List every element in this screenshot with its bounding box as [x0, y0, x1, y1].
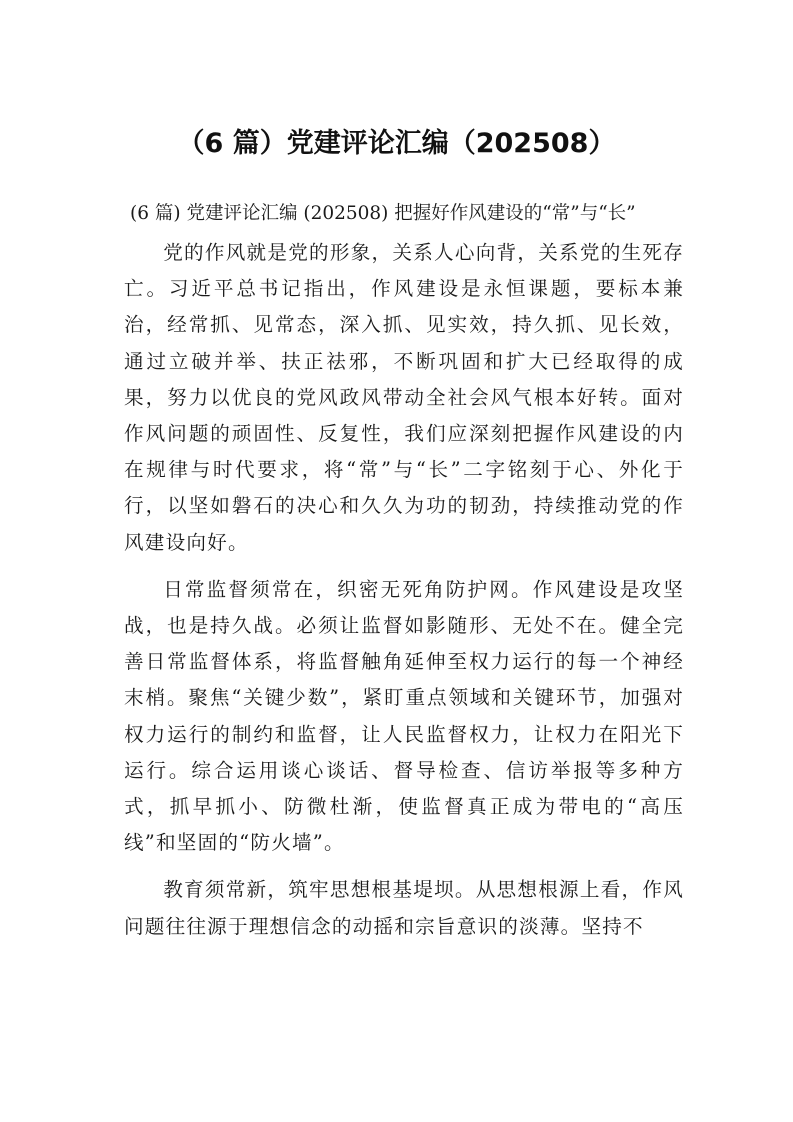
document-title: （6 篇）党建评论汇编（202508） — [177, 128, 616, 159]
document-subtitle: (6 篇) 党建评论汇编 (202508) 把握好作风建设的“常”与“长” — [130, 203, 636, 224]
paragraph: 教育须常新，筑牢思想根基堤坝。从思想根源上看，作风问题往往源于理想信念的动摇和宗旨意识的淡薄。坚持不 — [124, 878, 684, 938]
document-body — [124, 199, 684, 945]
paragraph: 日常监督须常在，织密无死角防护网。作风建设是攻坚战，也是持久战。必须让监督如影随形、无处不在。健全完善日常监督体系，将监督触角延伸至权力运行的每一个神经末梢。聚焦“关键少数”，紧盯重点领域和关键环节，加强对权力运行的制约和监督，让人民监督权力，让权力在阳光下运行。综合运用谈心谈话、督导检查、信访举报等多种方式，抓早抓小、防微杜渐，使监督真正成为带电的“高压线”和坚固的“防火墙”。 — [124, 577, 684, 855]
paragraph: 党的作风就是党的形象，关系人心向背，关系党的生死存亡。习近平总书记指出，作风建设是永恒课题，要标本兼治，经常抓、见常态，深入抓、见实效，持久抓、见长效，通过立破并举、扶正祛邪，不断巩固和扩大已经取得的成果，努力以优良的党风政风带动全社会风气根本好转。面对作风问题的顽固性、反复性，我们应深刻把握作风建设的内在规律与时代要求，将“常”与“长”二字铭刻于心、外化于行，以坚如磐石的决心和久久为功的韧劲，持续推动党的作风建设向好。 — [124, 241, 684, 554]
